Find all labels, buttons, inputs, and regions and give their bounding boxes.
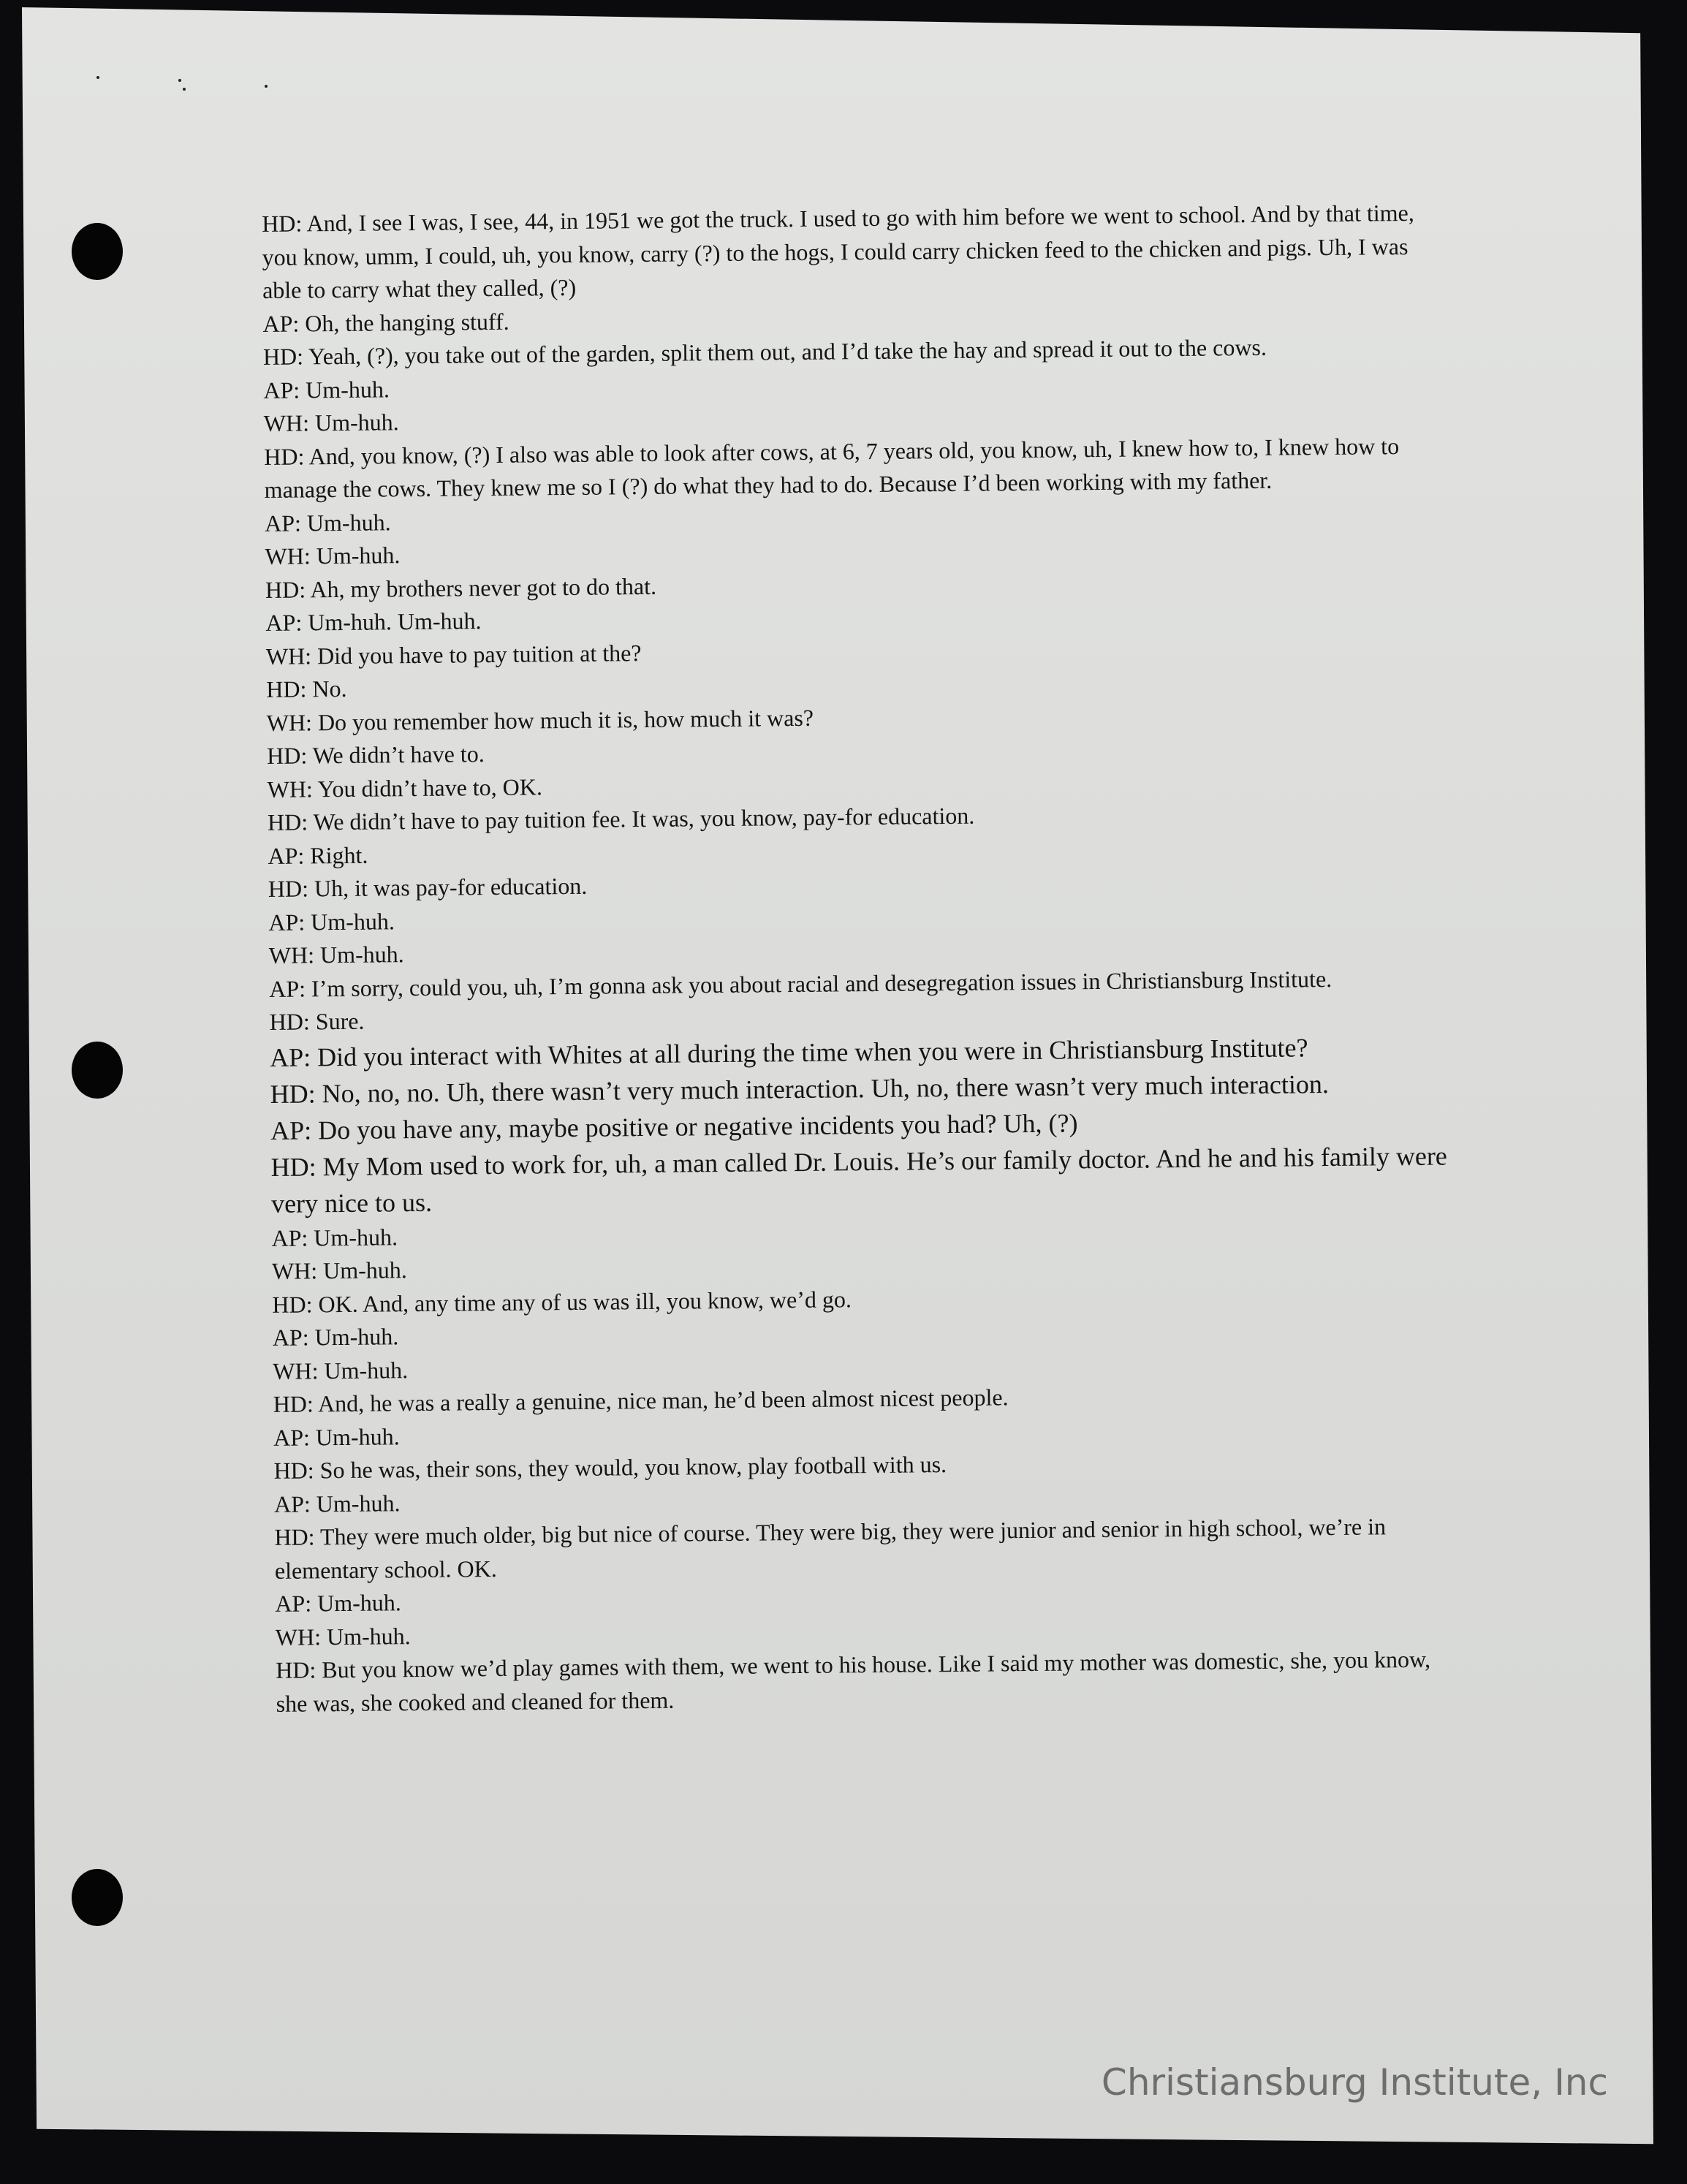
transcript-line: HD: My Mom used to work for, uh, a man called Dr. Louis. He’s our family doctor. And he and his family were very nice to us. — [270, 1140, 1447, 1218]
transcript-body — [262, 196, 1460, 1720]
transcript-line: HD: Ah, my brothers never got to do that. — [265, 572, 657, 603]
transcript-line: AP: Did you interact with Whites at all during the time when you were in Christiansburg Institute? — [269, 1032, 1308, 1072]
transcript-line: AP: Do you have any, maybe positive or negative incidents you had? Uh, (?) — [270, 1107, 1078, 1145]
transcript-line: WH: Do you remember how much it is, how much it was? — [266, 704, 814, 736]
transcript-line: WH: Um-huh. — [273, 1356, 409, 1384]
transcript-line: HD: We didn’t have to. — [267, 740, 485, 769]
paper-speck — [96, 76, 99, 79]
transcript-line: HD: We didn’t have to pay tuition fee. It was, you know, pay-for education. — [267, 802, 975, 835]
transcript-line: HD: So he was, their sons, they would, you know, play football with us. — [273, 1451, 947, 1484]
transcript-line: AP: Um-huh. Um-huh. — [265, 607, 482, 636]
transcript-line: HD: Sure. — [269, 1007, 365, 1035]
transcript-line: WH: Um-huh. — [268, 941, 404, 968]
transcript-line: AP: Um-huh. — [271, 1223, 398, 1251]
transcript-line: AP: Um-huh. — [264, 508, 391, 536]
transcript-line: HD: They were much older, big but nice of course. They were big, they were junior and senior in high school, we’re in elementary school. OK. — [274, 1513, 1387, 1584]
punch-hole-bottom — [72, 1869, 123, 1926]
transcript-line: HD: And, you know, (?) I also was able to look after cows, at 6, 7 years old, you know, uh, I knew how to, I knew how to manage the cows. They knew me so I (?) do what they had to do. Because I’d been working with my father. — [264, 432, 1400, 503]
transcript-line: WH: Did you have to pay tuition at the? — [265, 639, 642, 670]
transcript-line: HD: And, he was a really a genuine, nice man, he’d been almost nicest people. — [273, 1384, 1009, 1417]
paper-speck — [265, 85, 268, 88]
transcript-line: WH: You didn’t have to, OK. — [267, 773, 543, 803]
transcript-line: WH: Um-huh. — [271, 1256, 407, 1284]
transcript-line: AP: I’m sorry, could you, uh, I’m gonna ask you about racial and desegregation issues in Christiansburg Institute. — [269, 965, 1332, 1002]
transcript-line: AP: Oh, the hanging stuff. — [262, 308, 509, 337]
transcript-line: AP: Um-huh. — [268, 907, 395, 936]
transcript-line: HD: No. — [266, 675, 347, 702]
transcript-line: AP: Um-huh. — [263, 375, 390, 403]
punch-hole-middle — [72, 1042, 123, 1099]
transcript-line: WH: Um-huh. — [265, 542, 401, 569]
transcript-line: HD: OK. And, any time any of us was ill, you know, we’d go. — [272, 1285, 852, 1318]
transcript-line: AP: Um-huh. — [273, 1422, 400, 1451]
transcript-line: AP: Um-huh. — [273, 1489, 401, 1517]
transcript-line: HD: And, I see I was, I see, 44, in 1951 we got the truck. I used to go with him before we went to school. And by that time, you know, umm, I could, uh, you know, carry (?) to the hogs, I could carry chicken feed to the chicken and pigs. Uh, I was able to carry what they called, (?) — [262, 199, 1414, 303]
transcript-line: HD: Yeah, (?), you take out of the garden, split them out, and I’d take the hay and spread it out to the cows. — [262, 333, 1267, 370]
transcript-line: WH: Um-huh. — [263, 409, 399, 436]
transcript-line: AP: Right. — [268, 841, 368, 869]
paper-speck — [183, 88, 186, 91]
watermark-text: Christiansburg Institute, Inc — [1101, 2061, 1608, 2104]
transcript-line: HD: Uh, it was pay-for education. — [268, 872, 588, 902]
paper-speck — [178, 79, 181, 82]
transcript-line: AP: Um-huh. — [272, 1323, 399, 1351]
transcript-line: HD: No, no, no. Uh, there wasn’t very much interaction. Uh, no, there wasn’t very much interaction. — [270, 1069, 1330, 1109]
transcript-line: AP: Um-huh. — [275, 1589, 401, 1617]
transcript-line: HD: But you know we’d play games with them, we went to his house. Like I said my mother was domestic, she, you know, she was, she cooked and cleaned for them. — [276, 1645, 1431, 1717]
punch-hole-top — [72, 223, 123, 280]
transcript-line: WH: Um-huh. — [275, 1622, 411, 1650]
